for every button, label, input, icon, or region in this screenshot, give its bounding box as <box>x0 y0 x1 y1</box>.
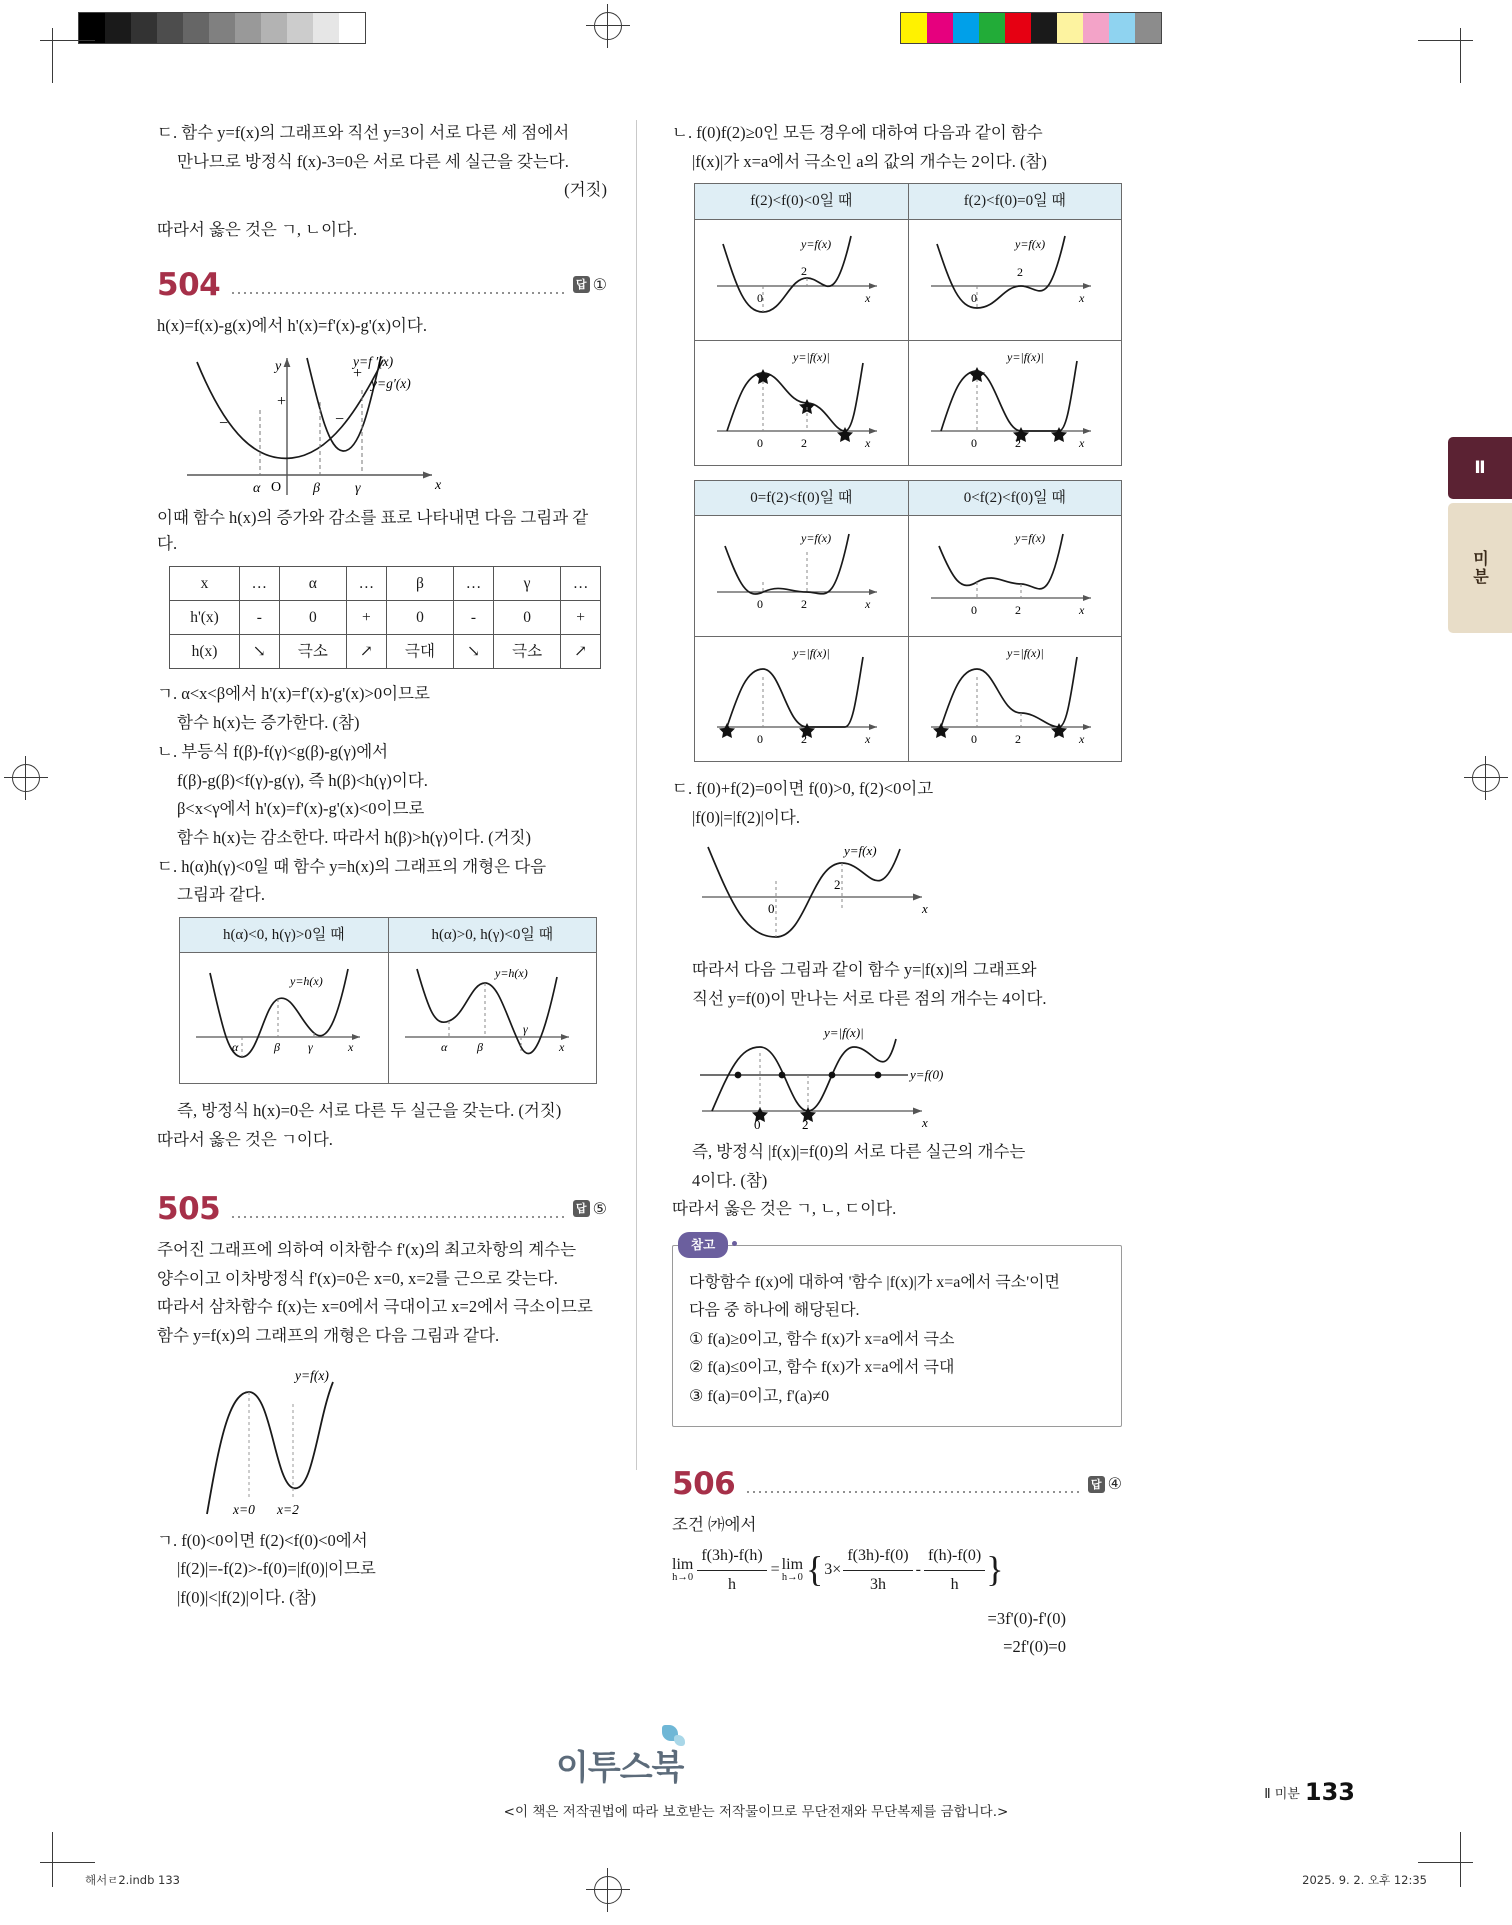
graph-hx-case2 <box>391 959 587 1077</box>
cell: ↘ <box>454 635 494 669</box>
limit-subscript-2: h→0 <box>781 1571 803 1583</box>
table-row <box>695 480 1122 515</box>
svg-text:x: x <box>1078 290 1084 305</box>
note-box <box>672 1245 1122 1427</box>
graph-absfx-c3-r2 <box>697 643 897 755</box>
svg-text:x=0: x=0 <box>233 1501 255 1517</box>
fraction-numerator: f(3h)-f(0) <box>843 1543 912 1571</box>
right-brace: } <box>986 1549 1004 1590</box>
answer-label-icon: 답 <box>573 276 590 293</box>
svg-text:y=f(x): y=f(x) <box>295 1367 329 1383</box>
cell: 극소 <box>493 635 561 669</box>
heading-dotted-rule <box>230 1216 564 1218</box>
svg-text:−: − <box>335 410 345 428</box>
cell: ↘ <box>240 635 280 669</box>
graph-fx-c3-r1 <box>697 522 897 630</box>
table-row <box>695 184 1122 219</box>
problem-number-504: 504 <box>157 266 221 303</box>
cell: h'(x) <box>170 601 240 635</box>
svg-text:+: + <box>353 364 363 382</box>
item-505-a-line3: |f(0)|<|f(2)|이다. (참) <box>177 1588 317 1608</box>
color-swatch <box>927 13 953 43</box>
graph-fx-505 <box>157 1364 417 1524</box>
copyright-notice: <이 책은 저작권법에 따라 보호받는 저작물이므로 무단전재와 무단복제를 금합니다.> <box>503 1804 1009 1820</box>
cell: β <box>386 567 454 601</box>
svg-text:2: 2 <box>1014 435 1021 450</box>
minus-sign: - <box>915 1561 921 1579</box>
problem-heading-504 <box>157 266 607 303</box>
problem-504-line1: h(x)=f(x)-g(x)에서 h'(x)=f'(x)-g'(x)이다. <box>157 315 427 335</box>
svg-text:0: 0 <box>757 290 763 305</box>
svg-text:2: 2 <box>1014 603 1021 618</box>
color-swatch <box>1005 13 1031 43</box>
answer-value: ⑤ <box>592 1198 607 1218</box>
crop-mark <box>40 1862 95 1863</box>
svg-text:x: x <box>1078 435 1084 450</box>
cell: 0 <box>279 601 347 635</box>
item-b-line2: f(β)-g(β)<f(γ)-g(γ), 즉 h(β)<h(γ)이다. <box>177 770 428 790</box>
problem-505-line4: 함수 y=f(x)의 그래프의 개형은 다음 그림과 같다. <box>157 1326 500 1345</box>
color-swatch <box>261 13 287 43</box>
figure-d-right <box>672 1023 1122 1135</box>
svg-text:x: x <box>922 1114 928 1130</box>
indb-filename: 해서ㄹ2.indb 133 <box>85 1873 180 1887</box>
svg-text:x: x <box>865 290 871 305</box>
case-figure-cell <box>908 637 1122 762</box>
svg-text:y=|f(x)|: y=|f(x)| <box>1006 646 1044 661</box>
svg-text:0: 0 <box>757 435 763 450</box>
svg-text:0: 0 <box>970 290 977 305</box>
closing-right-line3: 따라서 옳은 것은 ㄱ, ㄴ, ㄷ이다. <box>672 1199 897 1219</box>
svg-text:β: β <box>313 480 320 496</box>
crop-mark <box>40 40 95 41</box>
table-row <box>695 516 1122 637</box>
cell: … <box>347 567 387 601</box>
note-box-wrapper <box>672 1237 1122 1427</box>
item-c-line1: ㄷ. 함수 y=f(x)의 그래프와 직선 y=3이 서로 다른 세 점에서 <box>157 123 570 142</box>
svg-text:2: 2 <box>801 732 807 747</box>
graph-fprime-gprime <box>157 350 457 500</box>
note-item3: ③ f(a)=0이고, f'(a)≠0 <box>689 1387 830 1405</box>
cell: ↗ <box>347 635 387 669</box>
heading-dotted-rule <box>230 292 564 294</box>
answer-badge-505 <box>573 1196 607 1222</box>
color-swatch <box>209 13 235 43</box>
answer-label-icon: 답 <box>573 1200 590 1217</box>
svg-text:y=f(x): y=f(x) <box>1014 531 1045 546</box>
problem-number-505: 505 <box>157 1190 221 1227</box>
equation-506-line1 <box>672 1543 1122 1598</box>
case-figure-cell <box>695 516 909 637</box>
graph-fx-c4-r1 <box>911 522 1111 630</box>
side-tab-section-label: 미분 <box>1470 550 1490 586</box>
note-line1: 다항함수 f(x)에 대하여 '함수 |f(x)|가 x=a에서 극소'이면 <box>689 1274 1061 1292</box>
svg-text:β: β <box>274 1040 280 1055</box>
svg-text:γ: γ <box>308 1040 313 1055</box>
item-b-505-line1: ㄴ. f(0)f(2)≥0인 모든 경우에 대하여 다음과 같이 함수 <box>672 123 1043 142</box>
svg-text:y=f(x): y=f(x) <box>1014 236 1045 251</box>
graph-hx-case1 <box>182 959 378 1077</box>
cell: 0 <box>493 601 561 635</box>
problem-505-line3: 따라서 삼차함수 f(x)는 x=0에서 극대이고 x=2에서 극소이므로 <box>157 1297 593 1317</box>
case-table-2-right <box>694 480 1122 762</box>
after-fig-line2: 직선 y=f(0)이 만나는 서로 다른 점의 개수는 4이다. <box>692 989 1047 1009</box>
color-swatch <box>1057 13 1083 43</box>
item-c2-line2: 그림과 같다. <box>177 885 265 905</box>
fraction-denominator: h <box>727 1575 736 1593</box>
cell: + <box>347 601 387 635</box>
case-figure-cell <box>388 953 597 1084</box>
crop-mark <box>1418 1862 1473 1863</box>
table-row <box>695 340 1122 465</box>
table-row <box>180 953 597 1084</box>
table-row <box>170 601 601 635</box>
fraction-numerator: f(3h)-f(h) <box>697 1543 766 1571</box>
svg-text:0: 0 <box>970 732 977 747</box>
color-swatch <box>79 13 105 43</box>
answer-badge-504 <box>573 272 607 298</box>
svg-text:0: 0 <box>768 901 775 917</box>
table-row <box>695 219 1122 340</box>
after-fig-line1: 따라서 다음 그림과 같이 함수 y=|f(x)|의 그래프와 <box>692 960 1037 980</box>
item-505-a-line2: |f(2)|=-f(2)>-f(0)=|f(0)|이므로 <box>177 1559 376 1579</box>
table-row <box>170 567 601 601</box>
note-tag: 참고 <box>678 1232 728 1258</box>
svg-text:y=|f(x)|: y=|f(x)| <box>793 349 830 364</box>
problem-number-506: 506 <box>672 1466 736 1503</box>
color-swatch <box>1109 13 1135 43</box>
item-c-right-line2: |f(0)|=|f(2)|이다. <box>692 807 800 827</box>
side-tab-section[interactable] <box>1448 503 1512 633</box>
left-column <box>157 118 607 1614</box>
page-label: Ⅱ 미분 <box>1264 1787 1300 1802</box>
svg-text:x: x <box>922 901 928 917</box>
crop-mark <box>52 1832 53 1887</box>
table-row <box>170 635 601 669</box>
svg-text:y=|f(x)|: y=|f(x)| <box>824 1024 864 1040</box>
item-c-verdict: (거짓) <box>564 180 607 200</box>
case-table-504 <box>179 917 597 1084</box>
cell: - <box>240 601 280 635</box>
cell: 극소 <box>279 635 347 669</box>
color-swatch <box>313 13 339 43</box>
case-figure-cell <box>908 516 1122 637</box>
graph-absfx-c4-r2 <box>911 643 1111 755</box>
svg-text:x: x <box>348 1040 354 1055</box>
svg-text:2: 2 <box>1014 732 1021 747</box>
svg-text:−: − <box>219 414 229 432</box>
equation-506-line3: =2f'(0)=0 <box>1003 1637 1066 1657</box>
cmyk-color-bar <box>900 12 1162 44</box>
answer-label-icon: 답 <box>1088 1476 1105 1493</box>
color-swatch <box>1083 13 1109 43</box>
cell: + <box>561 601 601 635</box>
equals-sign: = <box>770 1561 780 1579</box>
item-c2-line1: ㄷ. h(α)h(γ)<0일 때 함수 y=h(x)의 그래프의 개형은 다음 <box>157 856 547 876</box>
cell: … <box>454 567 494 601</box>
case-figure-cell <box>695 340 909 465</box>
cell: … <box>561 567 601 601</box>
item-a-line1: ㄱ. α<x<β에서 h'(x)=f'(x)-g'(x)>0이므로 <box>157 684 430 704</box>
column-divider <box>636 120 637 1470</box>
note-line2: 다음 중 하나에 해당된다. <box>689 1302 860 1320</box>
cell: 0 <box>386 601 454 635</box>
left-brace: { <box>806 1549 824 1590</box>
svg-text:x: x <box>1078 732 1084 747</box>
svg-text:y=f(x): y=f(x) <box>801 236 832 251</box>
case-table-1-right <box>694 183 1122 465</box>
color-swatch <box>183 13 209 43</box>
svg-text:x=2: x=2 <box>277 1501 299 1517</box>
color-swatch <box>901 13 927 43</box>
problem-506-line1: 조건 ㈎에서 <box>672 1515 757 1535</box>
figure-505 <box>157 1364 607 1524</box>
svg-text:γ: γ <box>522 1022 528 1037</box>
cell: α <box>279 567 347 601</box>
cell: x <box>170 567 240 601</box>
publisher-logo-text: 이투스북 <box>556 1748 684 1788</box>
svg-text:y=f(0): y=f(0) <box>910 1066 944 1082</box>
table-row <box>695 637 1122 762</box>
case-figure-cell <box>180 953 389 1084</box>
graph-absfx-c2-r2 <box>911 347 1111 459</box>
right-column <box>672 118 1122 1663</box>
svg-text:β: β <box>476 1040 483 1055</box>
multiplier: 3× <box>824 1561 842 1579</box>
problem-heading-506 <box>672 1466 1122 1503</box>
graph-fx-c2-r1 <box>911 226 1111 334</box>
side-tab-chapter[interactable]: Ⅱ <box>1448 437 1512 499</box>
case-header: 0<f(2)<f(0)일 때 <box>908 480 1122 515</box>
svg-text:0: 0 <box>754 1116 761 1132</box>
closing-right-line2: 4이다. (참) <box>692 1170 768 1190</box>
item-c-line2: 만나므로 방정식 f(x)-3=0은 서로 다른 세 실근을 갖는다. <box>177 151 569 171</box>
case-figure-cell <box>695 637 909 762</box>
cell: - <box>454 601 494 635</box>
answer-value: ① <box>592 274 607 294</box>
table-intro-504: 이때 함수 h(x)의 증가와 감소를 표로 나타내면 다음 그림과 같다. <box>157 507 589 554</box>
svg-text:y: y <box>275 358 282 374</box>
closing-504-line2: 따라서 옳은 것은 ㄱ이다. <box>157 1130 333 1150</box>
fraction-denominator: h <box>950 1575 959 1593</box>
svg-text:+: + <box>277 392 287 410</box>
svg-text:x: x <box>1078 603 1084 618</box>
svg-text:0: 0 <box>970 435 977 450</box>
graph-absfx-with-line <box>672 1023 972 1135</box>
color-swatch <box>131 13 157 43</box>
graph-absfx-c1-r2 <box>697 347 897 459</box>
case-header: h(α)<0, h(γ)>0일 때 <box>180 918 389 953</box>
svg-text:x: x <box>435 477 442 493</box>
svg-text:2: 2 <box>801 263 807 278</box>
increase-decrease-table-504 <box>169 566 601 669</box>
item-b-line3: β<x<γ에서 h'(x)=f'(x)-g'(x)<0이므로 <box>177 799 425 819</box>
case-figure-cell <box>908 340 1122 465</box>
figure-504-derivatives <box>157 350 607 500</box>
closing-right-line1: 즉, 방정식 |f(x)|=f(0)의 서로 다른 실근의 개수는 <box>692 1141 1026 1161</box>
svg-text:α: α <box>232 1040 239 1055</box>
svg-text:α: α <box>253 480 261 496</box>
crop-mark <box>1460 28 1461 83</box>
svg-text:x: x <box>865 435 871 450</box>
color-swatch <box>979 13 1005 43</box>
table-row <box>180 918 597 953</box>
svg-text:γ: γ <box>355 480 361 496</box>
svg-text:y=f ′(x): y=f ′(x) <box>353 353 394 369</box>
grayscale-color-bar <box>78 12 366 44</box>
fraction-numerator: f(h)-f(0) <box>924 1543 985 1571</box>
registration-mark <box>586 1868 630 1912</box>
item-505-a-line1: ㄱ. f(0)<0이면 f(2)<f(0)<0에서 <box>157 1530 368 1550</box>
color-swatch <box>953 13 979 43</box>
figure-c-right <box>672 841 1122 953</box>
registration-mark <box>1464 756 1508 800</box>
item-c-right-line1: ㄷ. f(0)+f(2)=0이면 f(0)>0, f(2)<0이고 <box>672 779 934 799</box>
note-item2: ② f(a)≤0이고, 함수 f(x)가 x=a에서 극대 <box>689 1359 955 1377</box>
color-swatch <box>287 13 313 43</box>
svg-text:2: 2 <box>1016 264 1023 279</box>
color-swatch <box>157 13 183 43</box>
crop-mark <box>52 28 53 83</box>
conclusion-504-intro: 따라서 옳은 것은 ㄱ, ㄴ이다. <box>157 220 358 240</box>
cell: ↗ <box>561 635 601 669</box>
svg-text:2: 2 <box>801 435 807 450</box>
problem-heading-505 <box>157 1190 607 1227</box>
registration-mark <box>586 4 630 48</box>
graph-fx-c1-r1 <box>697 226 897 334</box>
case-header: 0=f(2)<f(0)일 때 <box>695 480 909 515</box>
svg-text:y=h(x): y=h(x) <box>290 974 323 989</box>
svg-text:x: x <box>558 1040 564 1055</box>
cell: h(x) <box>170 635 240 669</box>
indb-timestamp: 2025. 9. 2. 오후 12:35 <box>1302 1873 1427 1887</box>
svg-text:2: 2 <box>802 1116 809 1132</box>
limit-symbol-2: lim <box>781 1555 804 1573</box>
equation-506-line2: =3f'(0)-f'(0) <box>987 1608 1066 1628</box>
case-figure-cell <box>908 219 1122 340</box>
item-b-line1: ㄴ. 부등식 f(β)-f(γ)<g(β)-g(γ)에서 <box>157 741 389 761</box>
crop-mark <box>1460 1832 1461 1887</box>
case-header: f(2)<f(0)=0일 때 <box>908 184 1122 219</box>
svg-text:2: 2 <box>801 597 807 612</box>
answer-badge-506 <box>1088 1471 1122 1497</box>
case-header: f(2)<f(0)<0일 때 <box>695 184 909 219</box>
crop-mark <box>1418 40 1473 41</box>
case-figure-cell <box>695 219 909 340</box>
answer-value: ④ <box>1107 1474 1122 1494</box>
leaf-icon-small <box>674 1735 685 1746</box>
svg-text:y=|f(x)|: y=|f(x)| <box>793 646 830 661</box>
svg-text:0: 0 <box>970 603 977 618</box>
svg-text:x: x <box>865 597 871 612</box>
limit-subscript: h→0 <box>672 1571 694 1583</box>
item-b-line4: 함수 h(x)는 감소한다. 따라서 h(β)>h(γ)이다. (거짓) <box>177 827 531 847</box>
svg-text:x: x <box>865 732 871 747</box>
item-a-line2: 함수 h(x)는 증가한다. (참) <box>177 713 360 733</box>
svg-text:y=f(x): y=f(x) <box>801 531 832 546</box>
case-header: h(α)>0, h(γ)<0일 때 <box>388 918 597 953</box>
svg-text:O: O <box>271 479 282 495</box>
item-b-505-line2: |f(x)|가 x=a에서 극소인 a의 값의 개수는 2이다. (참) <box>692 151 1047 171</box>
svg-text:y=|f(x)|: y=|f(x)| <box>1006 349 1044 364</box>
problem-505-line1: 주어진 그래프에 의하여 이차함수 f'(x)의 최고차항의 계수는 <box>157 1239 577 1259</box>
problem-505-line2: 양수이고 이차방정식 f'(x)=0은 x=0, x=2를 근으로 갖는다. <box>157 1268 558 1288</box>
svg-text:0: 0 <box>757 597 763 612</box>
page-number: 133 <box>1304 1778 1355 1806</box>
svg-text:α: α <box>440 1040 447 1055</box>
heading-dotted-rule <box>745 1491 1079 1493</box>
limit-symbol: lim <box>672 1555 694 1573</box>
color-swatch <box>339 13 365 43</box>
publisher-logo <box>556 1740 683 1789</box>
registration-mark <box>4 756 48 800</box>
svg-text:y=f(x): y=f(x) <box>844 843 877 859</box>
svg-text:2: 2 <box>834 877 841 893</box>
page-footer <box>1264 1778 1355 1806</box>
color-swatch <box>235 13 261 43</box>
color-swatch <box>1031 13 1057 43</box>
color-swatch <box>105 13 131 43</box>
svg-text:y=g′(x): y=g′(x) <box>371 375 411 391</box>
closing-504-line1: 즉, 방정식 h(x)=0은 서로 다른 두 실근을 갖는다. (거짓) <box>177 1101 562 1121</box>
cell: 극대 <box>386 635 454 669</box>
svg-text:0: 0 <box>757 732 763 747</box>
svg-text:y=h(x): y=h(x) <box>494 966 528 981</box>
cell: … <box>240 567 280 601</box>
graph-fx-symmetric <box>672 841 952 953</box>
color-swatch <box>1135 13 1161 43</box>
note-item1: ① f(a)≥0이고, 함수 f(x)가 x=a에서 극소 <box>689 1330 955 1348</box>
cell: γ <box>493 567 561 601</box>
fraction-denominator: 3h <box>869 1575 886 1593</box>
